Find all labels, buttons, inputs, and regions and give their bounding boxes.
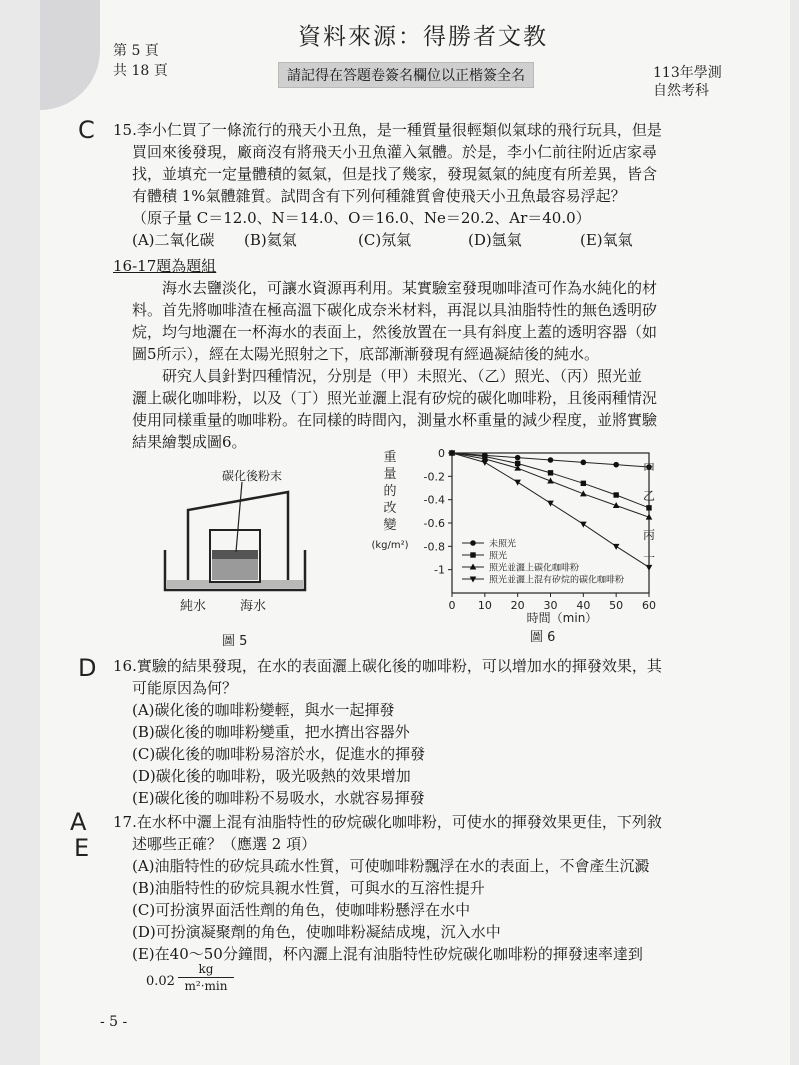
data-point — [482, 460, 489, 466]
q17-option-a: (A)油脂特性的矽烷具疏水性質，可使咖啡粉飄浮在水的表面上，不會產生沉澱 — [132, 857, 650, 875]
answer-q15: C — [78, 116, 95, 144]
legend-entry: 未照光 — [489, 539, 517, 550]
data-point — [547, 501, 554, 507]
legend-entry: 照光並灑上混有矽烷的碳化咖啡粉 — [489, 575, 625, 586]
data-point — [581, 460, 587, 466]
data-point — [548, 457, 554, 463]
data-point — [581, 481, 586, 486]
data-point — [613, 492, 618, 497]
label-pure-water: 純水 — [180, 599, 207, 614]
series-tag: 丙 — [643, 528, 656, 543]
legend — [462, 538, 624, 586]
x-tick-label: 40 — [576, 599, 591, 612]
para1-line-1: 海水去鹽淡化，可讓水資源再利用。某實驗室發現咖啡渣可作為水純化的材 — [162, 279, 658, 297]
q15-option-b: (B)氦氣 — [244, 231, 297, 249]
q15-line-3: 找，並填充一定量體積的氦氣，但是找了幾家，發現氦氣的純度有所差異，皆含 — [132, 165, 658, 183]
carbonized-powder — [212, 550, 258, 559]
label-seawater: 海水 — [240, 599, 267, 614]
exam-year: 113年學測 — [653, 65, 722, 81]
x-tick-label: 60 — [642, 599, 656, 612]
data-point — [646, 505, 651, 510]
figure-5-caption: 圖 5 — [222, 634, 248, 649]
legend-marker — [470, 540, 476, 546]
group-title: 16-17題為題組 — [113, 257, 217, 275]
x-axis-label: 時間（min） — [526, 611, 598, 625]
x-tick-label: 10 — [477, 599, 492, 612]
x-tick-label: 30 — [543, 599, 558, 612]
para1-line-3: 烷，均勻地灑在一杯海水的表面上，然後放置在一具有斜度上蓋的透明容器（如 — [132, 323, 658, 341]
q17-option-d: (D)可扮演凝聚劑的角色，使咖啡粉凝結成塊，沉入水中 — [132, 923, 501, 941]
signature-notice: 請記得在答題卷簽名欄位以正楷簽全名 — [278, 62, 534, 88]
q16-line-2: 可能原因為何？ — [132, 679, 238, 697]
rate-value: 0.02 — [146, 974, 175, 989]
q17-line-2: 述哪些正確？（應選 2 項） — [132, 835, 317, 853]
y-label-char: 量 — [383, 467, 397, 482]
para2-line-4: 結果繪製成圖6。 — [132, 433, 247, 451]
x-tick-label: 20 — [510, 599, 525, 612]
q16-option-e: (E)碳化後的咖啡粉不易吸水，水就容易揮發 — [132, 789, 425, 807]
q17-option-b: (B)油脂特性的矽烷具親水性質，可與水的互溶性提升 — [132, 879, 485, 897]
y-tick-label: -0.8 — [423, 540, 445, 554]
q17-option-c: (C)可扮演界面活性劑的角色，使咖啡粉懸浮在水中 — [132, 901, 471, 919]
data-point — [613, 462, 619, 468]
page-total: 共 18 頁 — [113, 63, 168, 79]
page-number: 第 5 頁 — [113, 43, 159, 59]
para1-line-4: 圖5所示），經在太陽光照射之下，底部漸漸發現有經過凝結後的純水。 — [132, 345, 600, 363]
y-tick-label: -0.6 — [423, 517, 445, 530]
data-point — [613, 544, 620, 550]
q15-option-a: (A)二氧化碳 — [132, 231, 215, 249]
para1-line-2: 料。首先將咖啡渣在極高溫下碳化成奈米材料，再混以具油脂特性的無色透明矽 — [132, 301, 658, 319]
y-tick-label: -1 — [434, 563, 445, 577]
legend-entry: 照光並灑上碳化咖啡粉 — [489, 563, 580, 574]
rate-unit — [178, 962, 234, 993]
series-tag: 甲 — [643, 462, 656, 476]
legend-marker — [470, 552, 475, 557]
q17-line-1: 17.在水杯中灑上混有油脂特性的矽烷碳化咖啡粉，可使水的揮發效果更佳，下列敘 — [113, 813, 662, 831]
figure-6-chart — [370, 445, 710, 650]
legend-entry: 照光 — [489, 551, 508, 562]
q16-option-a: (A)碳化後的咖啡粉變輕，與水一起揮發 — [132, 701, 395, 719]
answer-q17-e: E — [74, 834, 90, 862]
data-point — [515, 455, 521, 461]
footer-page-mark: - 5 - — [100, 1014, 128, 1030]
q15-line-2: 買回來後發現，廠商沒有將飛天小丑魚灌入氣體。於是，李小仁前往附近店家尋 — [132, 143, 658, 161]
q15-option-c: (C)氖氣 — [358, 231, 412, 249]
para2-line-1: 研究人員針對四種情況，分別是（甲）未照光、（乙）照光、（丙）照光並 — [162, 367, 643, 385]
y-label-unit: (kg/m²) — [371, 540, 409, 551]
y-label-char: 改 — [383, 501, 397, 516]
y-tick-label: -0.4 — [423, 493, 445, 507]
figure-5-diagram — [150, 460, 340, 650]
q16-option-d: (D)碳化後的咖啡粉，吸光吸熱的效果增加 — [132, 767, 411, 785]
x-tick-label: 50 — [609, 599, 624, 612]
para2-line-2: 灑上碳化咖啡粉，以及（丁）照光並灑上混有矽烷的碳化咖啡粉，且後兩種情況 — [132, 389, 658, 407]
figure-6-caption: 圖 6 — [530, 630, 556, 645]
q15-atomic-mass: （原子量 C＝12.0、N＝14.0、O＝16.0、Ne＝20.2、Ar＝40.0） — [132, 209, 591, 227]
x-tick-label: 0 — [448, 599, 456, 612]
q16-option-c: (C)碳化後的咖啡粉易溶於水，促進水的揮發 — [132, 745, 426, 763]
y-tick-label: -0.2 — [423, 470, 445, 484]
series-tag: 乙 — [643, 488, 656, 503]
y-label-char: 變 — [383, 518, 397, 533]
data-point — [514, 480, 521, 486]
answer-q16: D — [78, 654, 97, 682]
data-point — [548, 470, 553, 475]
q15-option-d: (D)氬氣 — [468, 231, 522, 249]
q15-option-e: (E)氧氣 — [580, 231, 633, 249]
para2-line-3: 使用同樣重量的咖啡粉。在同樣的時間內，測量水杯重量的減少程度，並將實驗 — [132, 411, 658, 429]
q15-line-1: 15.李小仁買了一條流行的飛天小丑魚，是一種質量很輕類似氣球的飛行玩具，但是 — [113, 121, 662, 139]
page-corner-shadow — [40, 0, 100, 110]
q17-option-e: (E)在40～50分鐘間，杯內灑上混有油脂特性矽烷碳化咖啡粉的揮發速率達到 — [132, 945, 643, 963]
subject: 自然考科 — [653, 83, 709, 99]
data-point — [580, 522, 587, 528]
exam-page — [40, 0, 790, 1065]
rate-unit-numerator: kg — [178, 962, 234, 978]
q16-line-1: 16.實驗的結果發現，在水的表面灑上碳化後的咖啡粉，可以增加水的揮發效果，其 — [113, 657, 662, 675]
q15-line-4: 有體積 1%氣體雜質。試問含有下列何種雜質會使飛天小丑魚最容易浮起？ — [132, 187, 626, 205]
y-tick-label: 0 — [438, 447, 445, 460]
y-axis-label — [371, 450, 408, 551]
label-powder: 碳化後粉末 — [222, 469, 283, 483]
seawater — [212, 558, 258, 580]
rate-unit-denominator: m²‧min — [184, 979, 228, 993]
handwritten-source: 資料來源：得勝者文教 — [298, 24, 548, 50]
series-tag: 丁 — [643, 554, 656, 569]
y-label-char: 的 — [383, 484, 397, 499]
answer-q17-a: A — [70, 808, 87, 836]
q16-option-b: (B)碳化後的咖啡粉變重，把水擠出容器外 — [132, 723, 410, 741]
y-label-char: 重 — [383, 450, 397, 465]
